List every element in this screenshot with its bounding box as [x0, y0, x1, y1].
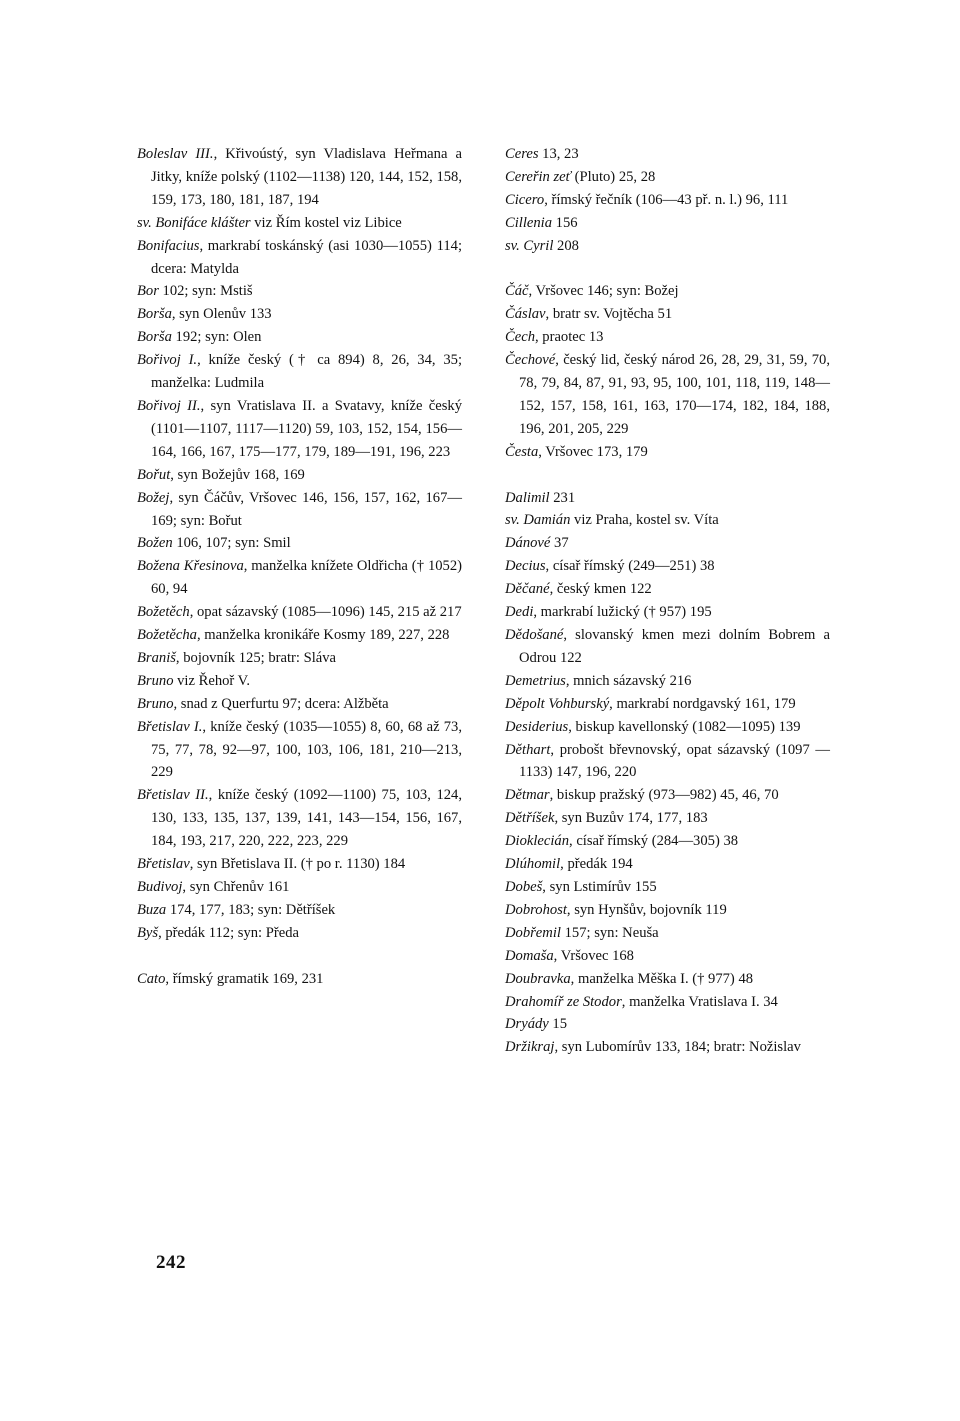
- index-entry-text: , předák 194: [560, 856, 633, 873]
- index-entry-term: Dobrohost: [505, 901, 567, 918]
- index-entry-text: , snad z Querfurtu 97; dcera: Alžběta: [173, 695, 389, 712]
- index-entry: [505, 922, 830, 945]
- index-entry: [505, 326, 830, 349]
- index-entry: [505, 624, 830, 670]
- index-entry-term: Břetislav II.: [137, 787, 209, 804]
- index-entry-text: , biskup kavellonský (1082—1095) 139: [568, 718, 801, 735]
- index-entry-text: , manželka Měška I. († 977) 48: [570, 970, 754, 987]
- index-entry-text: 192; syn: Olen: [171, 329, 262, 346]
- index-entry-term: Čechové: [505, 352, 556, 369]
- index-entry-text: , syn Lstimírův 155: [542, 878, 657, 895]
- index-entry-text: , markrabí lužický († 957) 195: [533, 604, 712, 621]
- index-entry: [505, 509, 830, 532]
- index-entry-text: , manželka Vratislava I. 34: [621, 993, 778, 1010]
- index-entry-term: Bruno: [137, 695, 174, 712]
- index-entry: [137, 899, 462, 922]
- index-entry-text: 106, 107; syn: Smil: [172, 535, 291, 552]
- index-entry-term: Boleslav III.: [137, 146, 214, 162]
- index-entry-text: , syn Hynšův, bojovník 119: [566, 901, 727, 918]
- index-entry: [505, 532, 830, 555]
- index-entry-text: , syn Břetislava II. († po r. 1130) 184: [189, 856, 406, 873]
- index-entry: [137, 349, 462, 395]
- index-entry-term: Bor: [137, 283, 159, 300]
- index-entry-text: , manželka kronikáře Kosmy 189, 227, 228: [196, 627, 450, 644]
- page-number: 242: [156, 1252, 186, 1273]
- index-entry-term: sv. Cyril: [505, 237, 554, 254]
- index-entry: [505, 189, 830, 212]
- index-entry-text: , mnich sázavský 216: [565, 672, 692, 689]
- index-entry-text: , biskup pražský (973—982) 45, 46, 70: [549, 787, 779, 804]
- index-entry-term: Dědošané: [505, 627, 564, 643]
- index-entry-text: , slovanský kmen mezi dolním Bobrem a Odrou 122: [519, 627, 830, 666]
- index-entry: [505, 784, 830, 807]
- index-entry: [505, 945, 830, 968]
- index-entry: [505, 693, 830, 716]
- index-entry-text: 174, 177, 183; syn: Dětříšek: [166, 901, 336, 918]
- index-entry: [505, 991, 830, 1014]
- index-entry-text: 15: [548, 1016, 568, 1033]
- index-entry: [137, 647, 462, 670]
- index-entry-text: , kníže český († ca 894) 8, 26, 34, 35; manželka: Ludmila: [151, 352, 462, 392]
- index-entry-text: , syn Božejův 168, 169: [170, 466, 305, 483]
- index-entry-term: Bonifacius: [137, 237, 200, 254]
- index-entry-text: , syn Čáčův, Vršovec 146, 156, 157, 162, 167—169; syn: Bořut: [151, 489, 462, 529]
- index-entry-term: Decius: [505, 558, 546, 575]
- index-entry-term: Božena Křesinova: [137, 558, 244, 575]
- index-entry-term: Dryády: [505, 1016, 549, 1033]
- index-entry-term: Česta: [505, 443, 539, 460]
- index-entry-term: Drahomíř ze Stodor: [505, 993, 622, 1010]
- index-entry-term: Božej: [137, 489, 170, 506]
- index-entry: [505, 143, 830, 166]
- index-entry: [505, 807, 830, 830]
- index-entry-text: , římský gramatik 169, 231: [165, 970, 324, 987]
- index-entry: [505, 670, 830, 693]
- index-entry: [505, 578, 830, 601]
- index-entry-text: , Vršovec 173, 179: [538, 443, 648, 460]
- index-entry-term: Čáslav: [505, 306, 546, 323]
- index-column-right: [505, 143, 830, 1059]
- index-entry-text: , opat sázavský (1085—1096) 145, 215 až 217: [189, 604, 462, 621]
- index-entry-text: 208: [553, 237, 579, 254]
- index-entry-text: 102; syn: Mstiš: [158, 283, 253, 300]
- index-entry: [505, 166, 830, 189]
- index-entry-term: Dobeš: [505, 878, 543, 895]
- index-entry: [137, 280, 462, 303]
- index-entry: [137, 235, 462, 281]
- index-entry-text: , syn Vratislava II. a Svatavy, kníže český (1101—1107, 1117—1120) 59, 103, 152, 154, 156—164, 166, 167, 175—177, 179, 189—191, 196, 223: [151, 397, 462, 460]
- index-entry-text: viz Praha, kostel sv. Víta: [570, 512, 719, 529]
- index-entry: [137, 212, 462, 235]
- index-entry: [505, 212, 830, 235]
- index-entry-term: Božetěch: [137, 604, 190, 621]
- index-entry-term: Domaša: [505, 947, 554, 964]
- index-entry-text: 37: [550, 535, 569, 552]
- index-entry-term: Čech: [505, 329, 535, 346]
- section-gap: [505, 258, 830, 281]
- index-entry-text: , římský řečník (106—43 př. n. l.) 96, 111: [544, 191, 789, 208]
- index-entry-term: Demetrius: [505, 672, 566, 689]
- index-entry: [505, 739, 830, 785]
- index-entry-term: Byš: [137, 924, 159, 941]
- index-entry-term: Ceres: [505, 146, 539, 162]
- index-entry: [137, 853, 462, 876]
- index-entry: [137, 968, 462, 991]
- index-entry: [505, 1036, 830, 1059]
- index-entry: [505, 830, 830, 853]
- index-entry: [505, 601, 830, 624]
- index-entry-text: , císař římský (249—251) 38: [545, 558, 715, 575]
- index-entry: [505, 716, 830, 739]
- index-entry-term: Cillenia: [505, 214, 553, 231]
- index-entry-text: 231: [549, 489, 576, 506]
- index-entry-term: sv. Bonifáce klášter: [137, 214, 251, 231]
- index-entry-term: Desiderius: [505, 718, 569, 735]
- index-entry-term: Bořivoj I.: [137, 352, 198, 369]
- index-entry: [137, 716, 462, 785]
- index-column-left: [137, 143, 462, 991]
- index-entry-text: , syn Lubomírův 133, 184; bratr: Nožislav: [554, 1039, 801, 1056]
- index-entry-term: Dětmar: [505, 787, 550, 804]
- section-gap: [505, 464, 830, 487]
- index-entry-term: Braniš: [137, 649, 176, 666]
- index-entry-text: , Křivoústý, syn Vladislava Heřmana a Jitky, kníže polský (1102—1138) 120, 144, 152, 158, 159, 173, 180, 181, 187, 194: [151, 146, 462, 208]
- index-entry: [505, 876, 830, 899]
- index-entry-text: , kníže český (1035—1055) 8, 60, 68 až 73, 75, 77, 78, 92—97, 100, 103, 106, 181, 210—213, 229: [151, 718, 462, 781]
- index-entry-text: , předák 112; syn: Předa: [158, 924, 299, 941]
- index-entry: [505, 1013, 830, 1036]
- index-entry-term: sv. Damián: [505, 512, 571, 529]
- index-entry: [137, 326, 462, 349]
- index-entry: [505, 853, 830, 876]
- index-entry-term: Dobřemil: [505, 924, 561, 941]
- index-entry-term: Dedi: [505, 604, 534, 621]
- index-entry: [137, 693, 462, 716]
- index-entry: [137, 143, 462, 212]
- index-entry: [505, 555, 830, 578]
- index-entry-text: viz Řehoř V.: [173, 672, 250, 689]
- index-entry-term: Dalimil: [505, 489, 550, 506]
- index-entry-term: Bořivoj II.: [137, 397, 201, 414]
- index-entry-text: , probošt břevnovský, opat sázavský (1097 — 1133) 147, 196, 220: [519, 741, 830, 781]
- index-entry-term: Dlúhomil: [505, 856, 561, 873]
- index-entry-text: , markrabí toskánský (asi 1030—1055) 114; dcera: Matylda: [151, 237, 462, 277]
- index-entry-term: Děpolt Vohburský: [505, 695, 610, 712]
- index-entry-text: , manželka knížete Oldřicha († 1052) 60, 94: [151, 558, 463, 598]
- index-entry: [137, 922, 462, 945]
- index-entry-term: Dětříšek: [505, 810, 555, 827]
- index-entry-term: Cicero: [505, 191, 545, 208]
- index-entry-term: Božen: [137, 535, 173, 552]
- index-entry-term: Děčané: [505, 581, 550, 598]
- index-entry-term: Dánové: [505, 535, 551, 552]
- index-entry-text: 157; syn: Neuša: [560, 924, 659, 941]
- index-entry-text: , praotec 13: [535, 329, 604, 346]
- index-entry-term: Božetěcha: [137, 627, 197, 644]
- index-entry: [505, 487, 830, 510]
- index-entry: [137, 555, 462, 601]
- section-gap: [137, 945, 462, 968]
- index-entry-text: , syn Buzův 174, 177, 183: [554, 810, 708, 827]
- index-entry: [505, 235, 830, 258]
- index-entry: [137, 784, 462, 853]
- index-entry-text: , bojovník 125; bratr: Sláva: [175, 649, 337, 666]
- index-entry-text: , Vršovec 168: [553, 947, 634, 964]
- index-entry: [137, 487, 462, 533]
- index-entry: [505, 899, 830, 922]
- index-entry: [505, 968, 830, 991]
- index-entry: [137, 464, 462, 487]
- index-entry-text: , syn Olenův 133: [171, 306, 272, 323]
- index-entry-term: Bořut: [137, 466, 171, 483]
- index-entry-text: 13, 23: [538, 146, 579, 162]
- index-entry-text: , český kmen 122: [549, 581, 652, 598]
- index-entry-term: Čáč: [505, 283, 529, 300]
- index-entry-term: Buza: [137, 901, 167, 918]
- index-entry-text: (Pluto) 25, 28: [570, 168, 656, 185]
- index-entry-text: , kníže český (1092—1100) 75, 103, 124, 130, 133, 135, 137, 139, 141, 143—154, 156, 167, 184, 193, 217, 220, 222, 223, 229: [151, 787, 462, 850]
- index-entry-term: Cato: [137, 970, 166, 987]
- index-entry-term: Budivoj: [137, 879, 183, 895]
- index-entry: [137, 303, 462, 326]
- index-entry: [505, 280, 830, 303]
- index-entry-text: 156: [552, 214, 578, 231]
- index-entry-text: , císař římský (284—305) 38: [569, 833, 739, 850]
- index-entry: [505, 303, 830, 326]
- index-entry-text: , syn Chřenův 161: [182, 879, 290, 895]
- index-entry: [137, 624, 462, 647]
- index-entry: [505, 441, 830, 464]
- index-entry-term: Držikraj: [505, 1039, 555, 1056]
- index-entry-text: , český lid, český národ 26, 28, 29, 31, 59, 70, 78, 79, 84, 87, 91, 93, 95, 100, 101, 118, 119, 148—152, 157, 158, 161, 163, 170—174, 182, 184, 188, 196, 201, 205, 229: [519, 352, 830, 437]
- index-entry: [137, 532, 462, 555]
- index-entry: [137, 395, 462, 464]
- index-entry: [505, 349, 830, 441]
- index-entry: [137, 601, 462, 624]
- index-entry-term: Bruno: [137, 672, 174, 689]
- index-entry-term: Břetislav I.: [137, 718, 203, 735]
- index-entry: [137, 876, 462, 899]
- index-entry-text: viz Řím kostel viz Libice: [250, 214, 402, 231]
- index-entry-text: , bratr sv. Vojtěcha 51: [545, 306, 673, 323]
- index-entry-text: , Vršovec 146; syn: Božej: [528, 283, 679, 300]
- index-entry: [137, 670, 462, 693]
- index-entry-text: , markrabí nordgavský 161, 179: [609, 695, 796, 712]
- index-entry-term: Borša: [137, 329, 172, 346]
- index-entry-term: Cereřin zeť: [505, 168, 571, 185]
- index-entry-term: Břetislav: [137, 856, 190, 873]
- index-entry-term: Doubravka: [505, 970, 571, 987]
- index-entry-term: Borša: [137, 306, 172, 323]
- index-entry-term: Dioklecián: [505, 833, 570, 850]
- index-entry-term: Děthart: [505, 741, 551, 758]
